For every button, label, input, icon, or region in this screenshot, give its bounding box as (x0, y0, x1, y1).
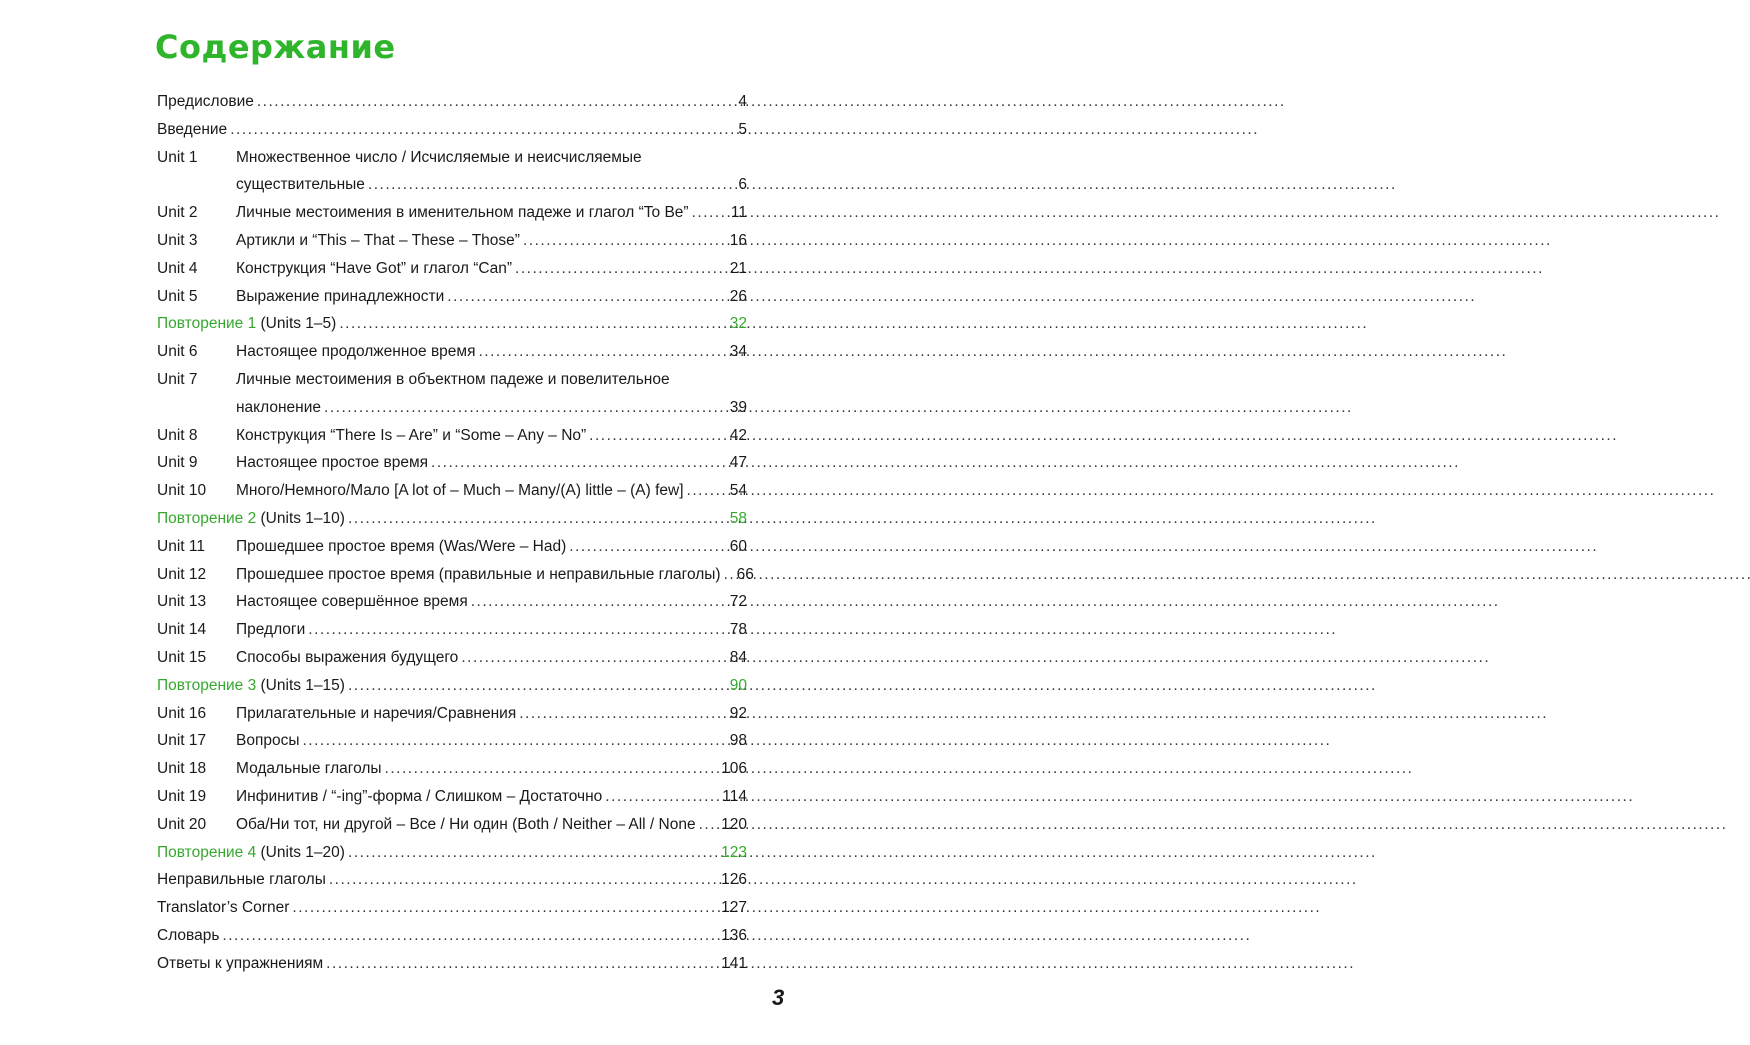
dot-leader (687, 477, 727, 505)
dot-leader (461, 644, 726, 672)
dot-leader (324, 394, 727, 422)
toc-page-number: 4 (738, 93, 747, 110)
dot-leader (348, 505, 727, 533)
toc-entry[interactable] (157, 255, 747, 283)
toc-entry-title: Translator’s Corner (157, 899, 290, 917)
toc-entry-title: Способы выражения будущего (236, 648, 459, 666)
toc-entry-title: Оба/Ни тот, ни другой – Все / Ни один (Both / Neither – All / None (236, 815, 696, 833)
toc-unit-label: Unit 10 (157, 482, 207, 500)
toc-page-number: 6 (738, 176, 747, 194)
toc-unit-label: Unit 9 (157, 454, 198, 472)
toc-entry[interactable] (157, 588, 747, 616)
toc-unit-label: Unit 8 (157, 426, 198, 444)
toc-unit-label: Unit 6 (157, 343, 198, 361)
toc-page-number: 32 (729, 315, 747, 333)
toc-entry[interactable] (157, 922, 747, 950)
toc-entry-title: Личные местоимения в объектном падеже и повелительное (236, 370, 670, 388)
toc-entry-title: Прошедшее простое время (Was/Were – Had) (236, 537, 567, 555)
toc-unit-label: Unit 15 (157, 648, 207, 666)
dot-leader (699, 811, 719, 839)
toc-entry[interactable] (157, 227, 747, 255)
dot-leader (302, 727, 726, 755)
toc-entry-title: Прилагательные и наречия/Сравнения (236, 704, 517, 722)
dot-leader (724, 561, 734, 589)
dot-leader (605, 783, 719, 811)
dot-leader (589, 422, 727, 450)
toc-unit-label: Unit 18 (157, 760, 207, 778)
toc-entry-title: Вопросы (236, 732, 300, 750)
toc-entry-continuation[interactable] (157, 394, 747, 422)
toc-entry-title (157, 505, 345, 533)
toc-page-number: 92 (729, 704, 747, 722)
toc-page-number: 26 (729, 287, 747, 305)
toc-unit-label: Unit 1 (157, 148, 198, 166)
dot-leader (348, 672, 727, 700)
review-units: (Units 1–5) (256, 315, 337, 333)
toc-page-number: 5 (738, 120, 747, 138)
dot-leader (222, 922, 718, 950)
toc-page-number: 72 (729, 593, 747, 611)
dot-leader (447, 283, 726, 311)
toc-entry[interactable] (157, 950, 747, 978)
toc-entry[interactable] (157, 338, 747, 366)
toc-entry[interactable] (157, 199, 747, 227)
toc-entry[interactable] (157, 755, 747, 783)
toc-page-number: 136 (721, 926, 747, 944)
toc-entry-title: Словарь (157, 926, 220, 944)
toc-unit-label: Unit 19 (157, 787, 207, 805)
toc-unit-label: Unit 12 (157, 565, 207, 583)
dot-leader (308, 616, 727, 644)
toc-unit-label: Unit 2 (157, 204, 198, 222)
toc-unit-label: Unit 4 (157, 259, 198, 277)
toc-review-entry[interactable] (157, 839, 747, 867)
dot-leader (230, 116, 735, 144)
toc-page-number: 58 (729, 509, 747, 527)
toc-entry-title: Конструкция “Have Got” и глагол “Can” (236, 259, 513, 277)
toc-unit-label: Unit 5 (157, 287, 198, 305)
toc-entry[interactable] (157, 144, 747, 172)
review-units: (Units 1–20) (256, 843, 345, 861)
dot-leader (478, 338, 726, 366)
toc-unit-label: Unit 14 (157, 621, 207, 639)
toc-page-number: 47 (729, 454, 747, 472)
toc-page-number: 84 (729, 648, 747, 666)
toc-entry[interactable] (157, 533, 747, 561)
toc-page-number: 127 (721, 899, 747, 917)
toc-entry[interactable] (157, 783, 747, 811)
toc-entry[interactable] (157, 366, 747, 394)
toc-review-entry[interactable] (157, 672, 747, 700)
toc-page-number: 78 (729, 621, 747, 639)
toc-review-entry[interactable] (157, 505, 747, 533)
toc-unit-label: Unit 7 (157, 370, 198, 388)
toc-entry-title: Настоящее простое время (236, 454, 429, 472)
toc-entry-continuation[interactable] (157, 171, 747, 199)
dot-leader (523, 227, 727, 255)
dot-leader (515, 255, 727, 283)
toc-entry[interactable] (157, 88, 747, 116)
dot-leader (431, 449, 727, 477)
toc-entry-title: Предлоги (236, 621, 306, 639)
toc-unit-label: Unit 17 (157, 732, 207, 750)
toc-unit-label: Unit 3 (157, 231, 198, 249)
toc-page-number: 21 (729, 259, 747, 277)
toc-entry[interactable] (157, 727, 747, 755)
toc-entry-title-continued: существительные (236, 176, 365, 194)
toc-page-number: 114 (722, 787, 747, 805)
toc-page-number: 60 (729, 537, 747, 555)
toc-entry-title: Прошедшее простое время (правильные и неправильные глаголы) (236, 565, 721, 583)
toc-entry-title (157, 310, 336, 338)
dot-leader (339, 310, 726, 338)
toc-entry-title: Выражение принадлежности (236, 287, 445, 305)
toc-unit-label: Unit 16 (157, 704, 207, 722)
toc-page-number: 106 (721, 760, 747, 778)
toc-entry-title-continued: наклонение (236, 398, 321, 416)
dot-leader (348, 839, 718, 867)
toc-entry-title: Неправильные глаголы (157, 871, 326, 889)
dot-leader (257, 88, 736, 116)
table-of-contents (157, 88, 754, 978)
dot-leader (385, 755, 719, 783)
dot-leader (329, 866, 718, 894)
toc-entry[interactable] (157, 644, 747, 672)
toc-page-number: 16 (729, 231, 747, 249)
toc-entry-title: Настоящее продолженное время (236, 343, 476, 361)
toc-entry[interactable] (157, 616, 747, 644)
toc-entry-title: Модальные глаголы (236, 760, 382, 778)
toc-entry-title: Ответы к упражнениям (157, 954, 324, 972)
toc-entry[interactable] (157, 422, 747, 450)
toc-entry-title: Настоящее совершённое время (236, 593, 468, 611)
toc-entry[interactable] (157, 283, 747, 311)
toc-page-number: 39 (729, 398, 747, 416)
toc-review-entry[interactable] (157, 310, 747, 338)
page-number: 3 (772, 985, 785, 1010)
dot-leader (368, 171, 735, 199)
dot-leader (569, 533, 726, 561)
dot-leader (519, 700, 727, 728)
toc-page-number: 54 (729, 482, 747, 500)
toc-entry-title (157, 672, 345, 700)
toc-entry-title: Конструкция “There Is – Are” и “Some – Any – No” (236, 426, 587, 444)
toc-unit-label: Unit 11 (157, 537, 205, 555)
toc-entry[interactable] (157, 866, 747, 894)
toc-entry-title (157, 839, 345, 867)
toc-unit-label: Unit 13 (157, 593, 207, 611)
toc-page-number: 98 (729, 732, 747, 750)
toc-page-number: 126 (721, 871, 747, 889)
review-units: (Units 1–10) (256, 509, 345, 527)
toc-page-number: 42 (729, 426, 747, 444)
review-units: (Units 1–15) (256, 676, 345, 694)
toc-entry-title: Предисловие (157, 93, 254, 110)
toc-entry[interactable] (157, 477, 747, 505)
page-title: Содержание (155, 28, 396, 66)
toc-entry[interactable] (157, 449, 747, 477)
toc-page-number: 120 (721, 815, 747, 833)
toc-entry-title: Артикли и “This – That – These – Those” (236, 231, 520, 249)
review-label: Повторение 4 (157, 843, 257, 861)
dot-leader (471, 588, 727, 616)
toc-entry-title: Введение (157, 120, 228, 138)
toc-page-number: 123 (721, 843, 747, 861)
toc-entry-title: Много/Немного/Мало [A lot of – Much – Many/(A) little – (A) few] (236, 482, 684, 500)
toc-page-number: 141 (721, 954, 747, 972)
toc-page-number: 66 (736, 565, 754, 583)
toc-entry[interactable] (157, 700, 747, 728)
toc-entry[interactable] (157, 116, 747, 144)
toc-page-number: 34 (729, 343, 747, 361)
toc-entry[interactable] (157, 811, 747, 839)
dot-leader (692, 199, 728, 227)
toc-entry[interactable] (157, 894, 747, 922)
toc-page-number: 11 (730, 204, 747, 222)
toc-entry[interactable] (157, 561, 754, 589)
toc-unit-label: Unit 20 (157, 815, 207, 833)
toc-page-number: 90 (729, 676, 747, 694)
toc-entry-title: Множественное число / Исчисляемые и неисчисляемые (236, 148, 642, 166)
review-label: Повторение 1 (157, 315, 257, 333)
review-label: Повторение 2 (157, 509, 257, 527)
review-label: Повторение 3 (157, 676, 257, 694)
dot-leader (326, 950, 718, 978)
toc-entry-title: Личные местоимения в именительном падеже и глагол “To Be” (236, 204, 689, 222)
toc-entry-title: Инфинитив / “-ing”-форма / Слишком – Достаточно (236, 787, 603, 805)
dot-leader (292, 894, 718, 922)
